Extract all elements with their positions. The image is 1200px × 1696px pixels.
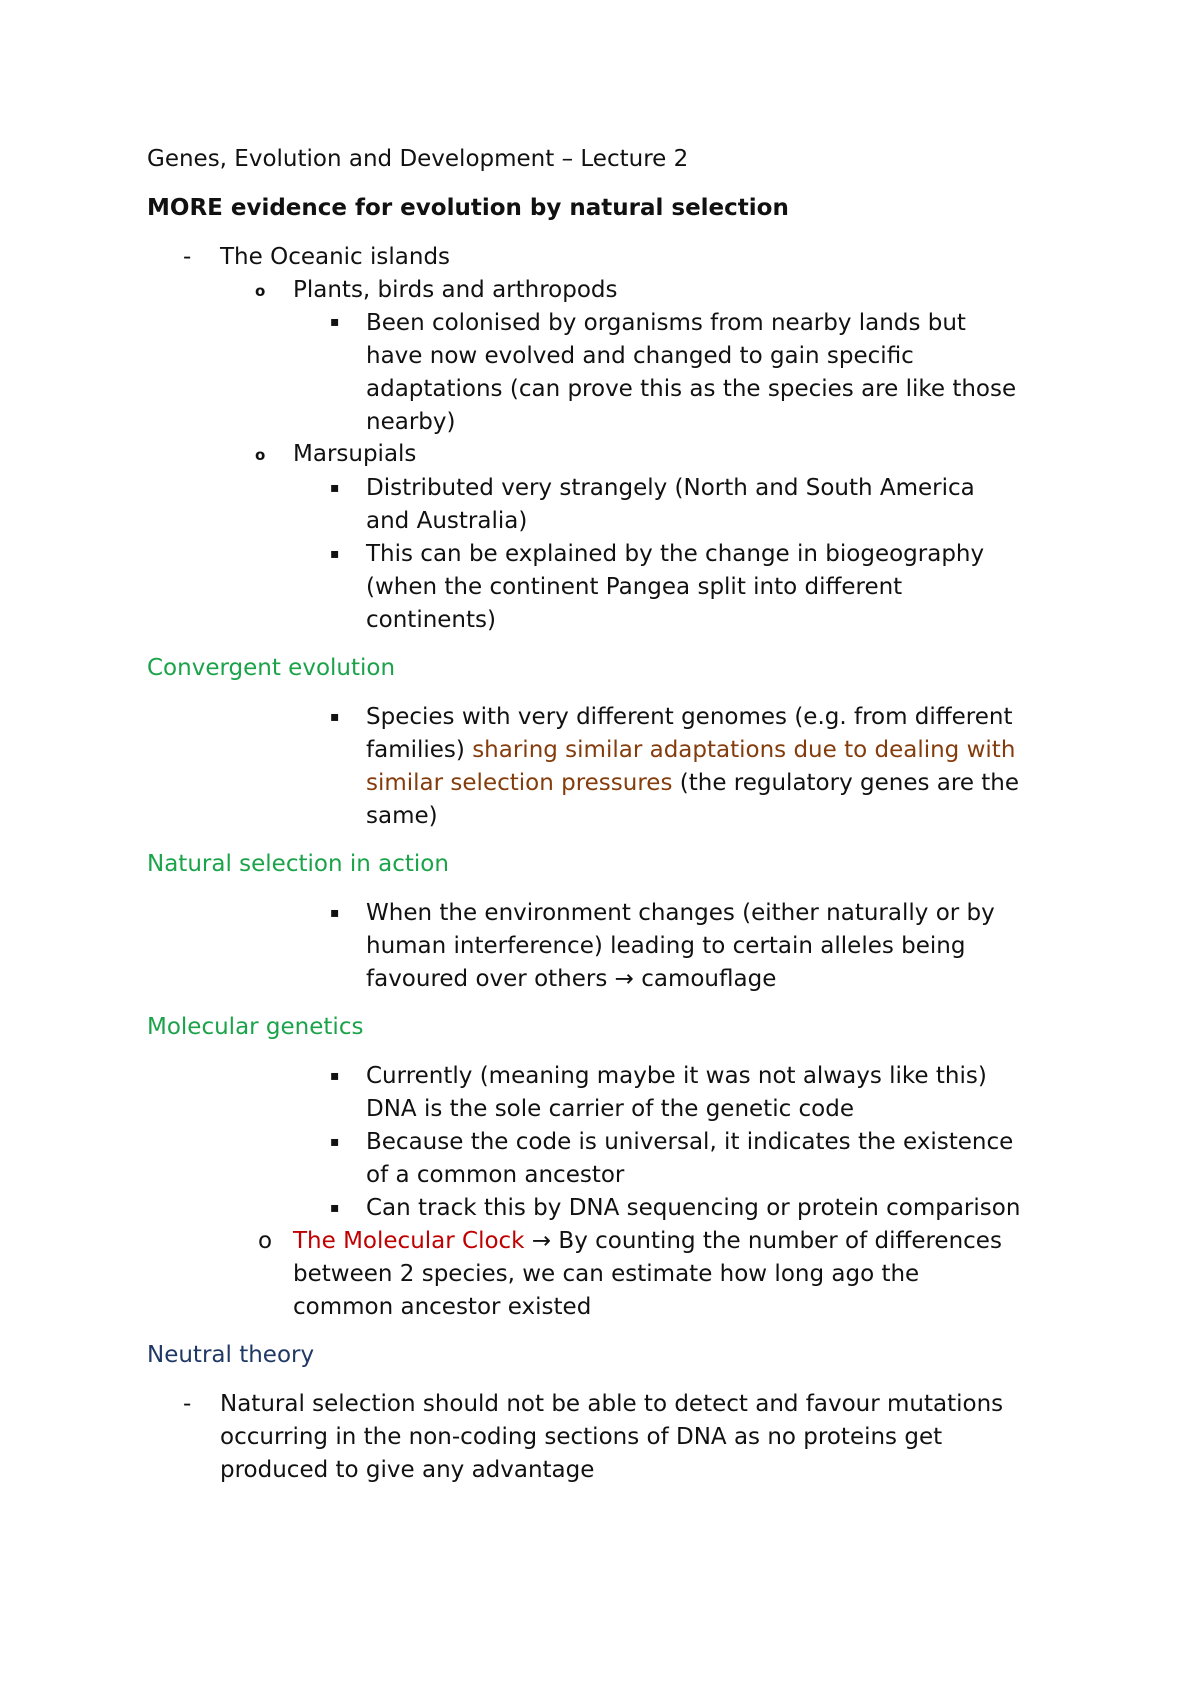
open-circle-bullet: o <box>258 1228 273 1254</box>
dash-bullet: - <box>183 244 192 270</box>
square-bullet: ▪ <box>330 709 340 725</box>
marsupials-text-line: This can be explained by the change in biogeography <box>366 541 985 567</box>
marsupials-text-line: continents) <box>366 607 496 633</box>
lecture-title: Genes, Evolution and Development – Lecture 2 <box>147 146 689 172</box>
molecular-genetics-heading: Molecular genetics <box>147 1014 364 1040</box>
molecular-clock-line <box>293 1225 1002 1258</box>
square-bullet: ▪ <box>330 905 340 921</box>
oceanic-islands-item: The Oceanic islands <box>220 244 451 270</box>
marsupials-text-line: Distributed very strangely (North and South America <box>366 475 975 501</box>
molecular-clock-label: The Molecular Clock <box>293 1228 525 1254</box>
molecular-text-line: Because the code is universal, it indicates the existence <box>366 1129 1014 1155</box>
convergent-evolution-heading: Convergent evolution <box>147 655 396 681</box>
molecular-clock-line: common ancestor existed <box>293 1294 592 1320</box>
natural-selection-text-line: favoured over others → camouflage <box>366 966 777 992</box>
molecular-text-line: Can track this by DNA sequencing or protein comparison <box>366 1195 1021 1221</box>
square-bullet: ▪ <box>330 1134 340 1150</box>
convergent-text-line: same) <box>366 803 438 829</box>
plain-text: families) <box>366 737 473 763</box>
molecular-text-line: of a common ancestor <box>366 1162 625 1188</box>
marsupials-text-line: and Australia) <box>366 508 528 534</box>
plants-text-line: adaptations (can prove this as the species are like those <box>366 376 1017 402</box>
natural-selection-text-line: human interference) leading to certain alleles being <box>366 933 966 959</box>
natural-selection-heading: Natural selection in action <box>147 851 449 877</box>
molecular-clock-text: → By counting the number of differences <box>524 1228 1002 1254</box>
plants-text-line: Been colonised by organisms from nearby lands but <box>366 310 966 336</box>
convergent-text-line <box>366 767 1019 800</box>
neutral-theory-heading: Neutral theory <box>147 1342 315 1368</box>
square-bullet: ▪ <box>330 1200 340 1216</box>
neutral-theory-text-line: Natural selection should not be able to detect and favour mutations <box>220 1391 1004 1417</box>
dash-bullet: - <box>183 1391 192 1417</box>
highlighted-text: similar selection pressures <box>366 770 673 796</box>
square-bullet: ▪ <box>330 1068 340 1084</box>
highlighted-text: sharing similar adaptations due to dealing with <box>472 737 1016 763</box>
molecular-text-line: DNA is the sole carrier of the genetic code <box>366 1096 855 1122</box>
convergent-text-line: Species with very different genomes (e.g. from different <box>366 704 1013 730</box>
square-bullet: ▪ <box>330 480 340 496</box>
molecular-clock-line: between 2 species, we can estimate how long ago the <box>293 1261 920 1287</box>
marsupials-text-line: (when the continent Pangea split into different <box>366 574 903 600</box>
square-bullet: ▪ <box>330 314 340 330</box>
circle-bullet: o <box>255 282 266 300</box>
marsupials-item: Marsupials <box>293 441 417 467</box>
natural-selection-text-line: When the environment changes (either naturally or by <box>366 900 995 926</box>
square-bullet: ▪ <box>330 546 340 562</box>
convergent-text-line <box>366 734 1015 767</box>
molecular-text-line: Currently (meaning maybe it was not always like this) <box>366 1063 987 1089</box>
plants-text-line: nearby) <box>366 409 456 435</box>
plants-text-line: have now evolved and changed to gain specific <box>366 343 914 369</box>
circle-bullet: o <box>255 446 266 464</box>
plants-item: Plants, birds and arthropods <box>293 277 618 303</box>
plain-text: (the regulatory genes are the <box>672 770 1020 796</box>
section-heading: MORE evidence for evolution by natural selection <box>147 195 789 221</box>
neutral-theory-text-line: occurring in the non-coding sections of DNA as no proteins get <box>220 1424 943 1450</box>
neutral-theory-text-line: produced to give any advantage <box>220 1457 595 1483</box>
